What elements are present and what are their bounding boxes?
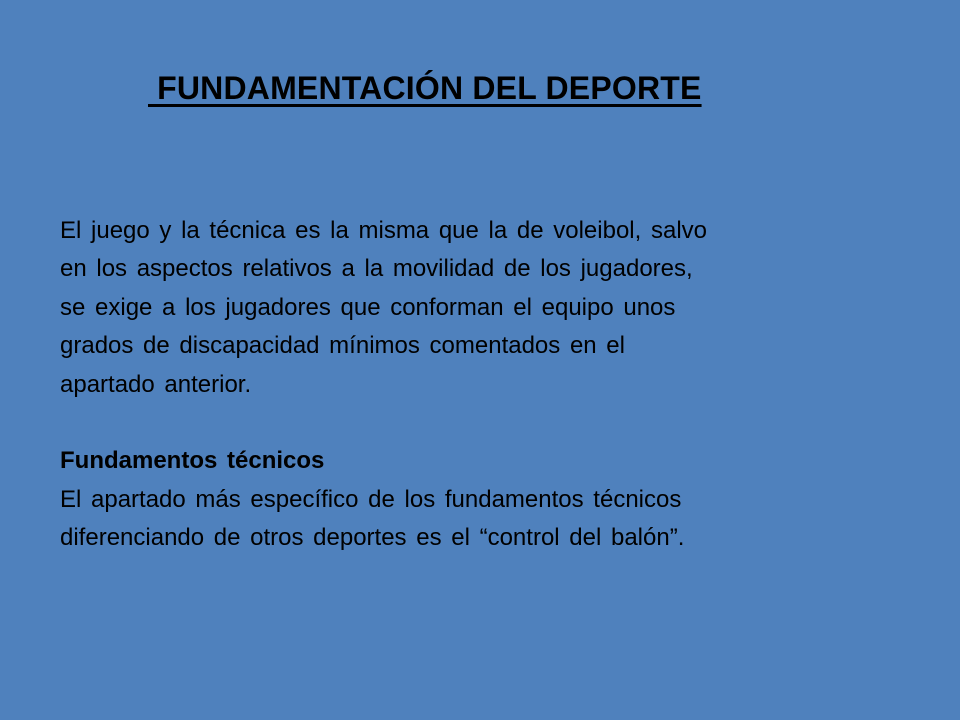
paragraph-spacer (60, 404, 920, 442)
body-line: apartado anterior. (60, 370, 252, 398)
body-line: diferenciando de otros deportes es el “control del balón”. (60, 524, 685, 552)
slide-body (60, 212, 920, 558)
body-line: El juego y la técnica es la misma que la de voleibol, salvo (60, 217, 707, 244)
slide-title: FUNDAMENTACIÓN DEL DEPORTE (148, 70, 702, 106)
body-line: grados de discapacidad mínimos comentados en el (60, 332, 625, 360)
body-line: El apartado más específico de los fundamentos técnicos (60, 485, 682, 513)
section-subheading: Fundamentos técnicos (60, 447, 325, 475)
body-line: se exige a los jugadores que conforman el equipo unos (60, 293, 676, 321)
body-line: en los aspectos relativos a la movilidad de los jugadores, (60, 255, 693, 283)
